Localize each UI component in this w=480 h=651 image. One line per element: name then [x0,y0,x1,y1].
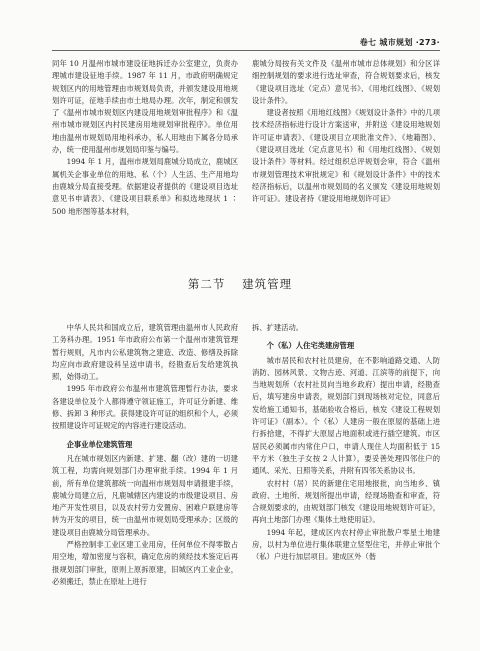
running-head: 卷七 城市规划 ·273· [52,36,440,51]
paragraph: 鹿城分局按有关文件及《温州市城市总体规划》和分区详细控制规划的要求进行选址审查，符合规划要求后，核发《建设项目选址（定点）意见书》、《用地红线图》、《规划设计条件》。 [252,59,440,105]
paragraph: 中华人民共和国成立后，建筑管理由温州市人民政府工务科办理。1951 年市政府公布第一个温州市建筑管理暂行规则，凡市内公私建筑物之建造、改造、修缮及拆除均应向市政府建设科呈送申请书，经勘查后发给建筑执照，始得动工。 [52,323,238,382]
paragraph: 同年 10 月温州市城市建设征地拆迁办公室建立，负责办理城市建设征地手续。1987 年 11 月，市政府明确规定规划区内的用地管理由市规划局负责，并颁发建设用地规划许可证，征地手续由市土地局办理。次年，制定和颁发了《温州市城市规划区内建设用地规划审批程序》和《温州市城市规划区内村民建房用地规划审批程序》。单位用地由温州市规划局用地科承办，私人用地由下属各分局承办，统一使用温州市规划局印鉴与编号。 [52,59,238,155]
top-left-column [52,58,238,218]
section-heading [0,276,480,292]
section-title: 建筑管理 [242,277,293,291]
paragraph: 1994 年 1 月，温州市规划局鹿城分局成立，鹿城区属机关企事业单位的用地、私（个）人生活、生产用地均由鹿城分局直接受理。依据建设者提供的《建设项目选址意见书申请表》、《建设项目联系单》和拟选地现状 1 ∶ 500 地形图等基本材料， [52,157,238,216]
paragraph: 拆、扩建活动。 [252,323,304,332]
paragraph: 凡在城市规划区内新建、扩建、翻（改）建的一切建筑工程，均需向规划部门办理审批手续。1994 年 1 月前，所有单位建筑都统一向温州市规划局申请报建手续，鹿城分局建立后，凡鹿城辖区内建设的市级建设项目、房地产开发性项目，以及农村劳力安置房、困难户联建房等转为开发的项目，统一由温州市规划局受理承办；区级的建设项目由鹿城分局管理承办。 [52,453,238,537]
subsection-heading: 企事业单位建筑管理 [66,439,133,449]
paragraph: 1995 年市政府公布温州市建筑管理暂行办法，要求各建设单位及个人都得遵守领证施工，许可证分新建、维修、拆卸 3 种形式。获得建设许可证的组织和个人，必须按照建设许可证规定的内容进行建设活动。 [52,384,238,431]
top-right-column [252,58,440,206]
section-number: 第二节 [187,277,226,291]
bottom-right-column [252,322,440,564]
paragraph: 农村村（居）民的新建住宅用地报批，向当地乡、镇政府、土地所、规划所提出申请，经现场勘查和审查，符合规划要求的，由规划部门核发《建设用地规划许可证》，再向土地部门办理《集体土地使用证》。 [252,478,440,525]
subsection-heading: 个（私）人住宅类建房管理 [266,341,355,351]
paragraph: 1994 年起，建成区内农村停止审批散户零星土地建房，以村为单位进行集体联建立竖型住宅，并停止审批个（私）户进行加层项目。建成区外（偕 [252,527,440,562]
bottom-left-column [52,322,238,588]
paragraph: 建设者按照《用地红线图》《规划设计条件》中的几项技术经济指标进行设计方案送审，并附送《建设用地规划许可证申请表》、《建设项目立项批准文件》、《地籍图》、《建设项目选址（定点意见书）和《用地红线图》、《规划设计条件》等材料。经过组织总评规划会审，符合《温州市规划管理技术审批规定》和《规划设计条件》中的技术经济指标后，以温州市规划局的名义颁发《建设用地规划许可证》。建设者持《建设用地规划许可证》 [252,108,440,204]
paragraph: 城市居民和农村社员建房，在不影响道路交通、人防消防、园林风景、文物古迹、河道、江滨等的前提下，向当地规划所（农村社员向当地乡政府）提出申请，经勘查后，填写建房申请表，规划部门到现场核对定位，同意后发给施工通知书，基础验收合格后，核发《建设工程规划许可证》（副本）。个（私）人建房一般在原屋的基础上进行拆拾建，不得扩大原屋占地面积或进行插空建筑。市区居民必须属市内常住户口，申请人现住人均面积低于 15 平方米（独生子女按 2 人计算），要妥善处理四邻住户的通风、采光、日照等关系，并附有四邻关系协议书。 [252,355,440,476]
paragraph: 严格控制非工业区建工业用房，任何单位不得零散占用空地，增加密度与容积，确定危房的须经技术鉴定后再报规划部门审批，原则上原拆原建，旧城区内工业企业，必须搬迁，禁止在原址上进行 [52,540,238,586]
